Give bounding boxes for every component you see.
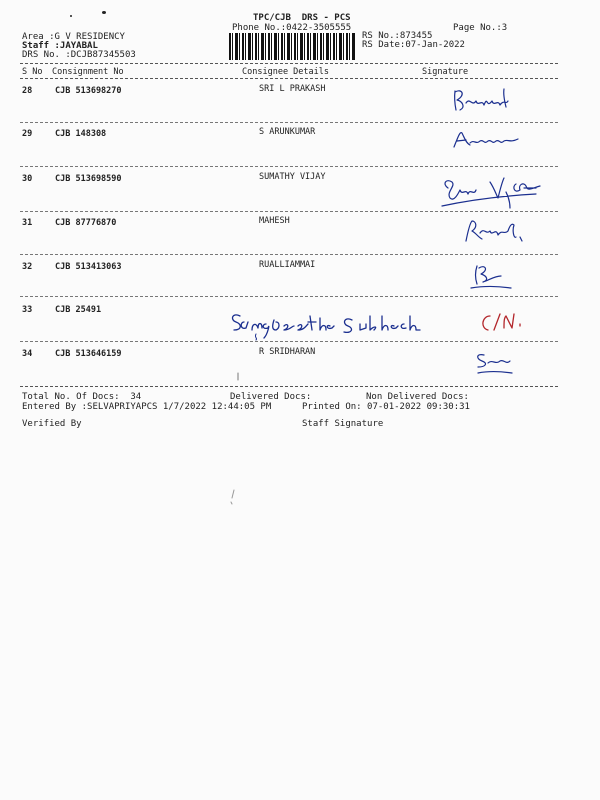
row-consignment: CJB 513413063	[55, 262, 122, 272]
signature-row-30	[440, 174, 550, 212]
row-sno: 33	[22, 305, 33, 315]
signature-row-33	[228, 308, 438, 342]
handwritten-cn-note	[478, 308, 528, 336]
row-divider	[20, 296, 558, 297]
row-consignment: CJB 25491	[55, 305, 102, 315]
non-delivered-docs: Non Delivered Docs:	[366, 392, 469, 402]
row-divider	[20, 254, 558, 255]
row-sno: 29	[22, 129, 33, 139]
area-label: Area :G V RESIDENCY	[22, 32, 125, 42]
divider	[20, 63, 558, 64]
row-consignee: SRI L PRAKASH	[259, 84, 326, 94]
signature-row-32	[465, 258, 525, 292]
total-docs: Total No. Of Docs: 34	[22, 392, 142, 402]
row-sno: 32	[22, 262, 33, 272]
stray-mark	[234, 372, 242, 382]
row-consignment: CJB 513698270	[55, 86, 122, 96]
row-consignee: RUALLIAMMAI	[259, 260, 316, 270]
row-sno: 34	[22, 349, 33, 359]
col-header-consignment: Consignment No	[52, 67, 124, 77]
barcode	[229, 33, 355, 60]
row-consignee: SUMATHY VIJAY	[259, 172, 326, 182]
staff-label: Staff :JAYABAL	[22, 41, 98, 51]
row-consignee: S ARUNKUMAR	[259, 127, 316, 137]
divider	[20, 386, 558, 387]
row-consignment: CJB 513698590	[55, 174, 122, 184]
row-sno: 30	[22, 174, 33, 184]
divider	[20, 78, 558, 79]
stray-mark	[228, 488, 238, 508]
row-sno: 28	[22, 86, 33, 96]
row-sno: 31	[22, 218, 33, 228]
col-header-sno: S No	[22, 67, 43, 77]
drs-number: DRS No. :DCJB87345503	[22, 50, 136, 60]
col-header-consignee: Consignee Details	[242, 67, 329, 77]
row-consignee: MAHESH	[259, 216, 290, 226]
row-divider	[20, 122, 558, 123]
printed-on: Printed On: 07-01-2022 09:30:31	[302, 402, 470, 412]
verified-by-label: Verified By	[22, 419, 82, 429]
staff-signature-label: Staff Signature	[302, 419, 384, 429]
doc-title: TPC/CJB DRS - PCS	[253, 13, 351, 23]
signature-row-29	[450, 127, 525, 152]
col-header-signature: Signature	[422, 67, 469, 77]
row-divider	[20, 166, 558, 167]
row-consignee: R SRIDHARAN	[259, 347, 316, 357]
rs-number: RS No.:873455	[362, 31, 433, 41]
stray-mark	[70, 15, 72, 17]
stray-mark	[102, 11, 106, 14]
phone-number: Phone No.:0422-3505555	[232, 23, 352, 33]
page-number: Page No.:3	[453, 23, 508, 33]
row-consignment: CJB 87776870	[55, 218, 117, 228]
signature-row-34	[470, 349, 520, 379]
rs-date: RS Date:07-Jan-2022	[362, 40, 465, 50]
delivered-docs: Delivered Docs:	[230, 392, 312, 402]
signature-row-31	[462, 215, 532, 247]
entered-by: Entered By :SELVAPRIYAPCS 1/7/2022 12:44:05 PM	[22, 402, 272, 412]
row-consignment: CJB 513646159	[55, 349, 122, 359]
signature-row-28	[450, 85, 520, 115]
row-consignment: CJB 148308	[55, 129, 107, 139]
